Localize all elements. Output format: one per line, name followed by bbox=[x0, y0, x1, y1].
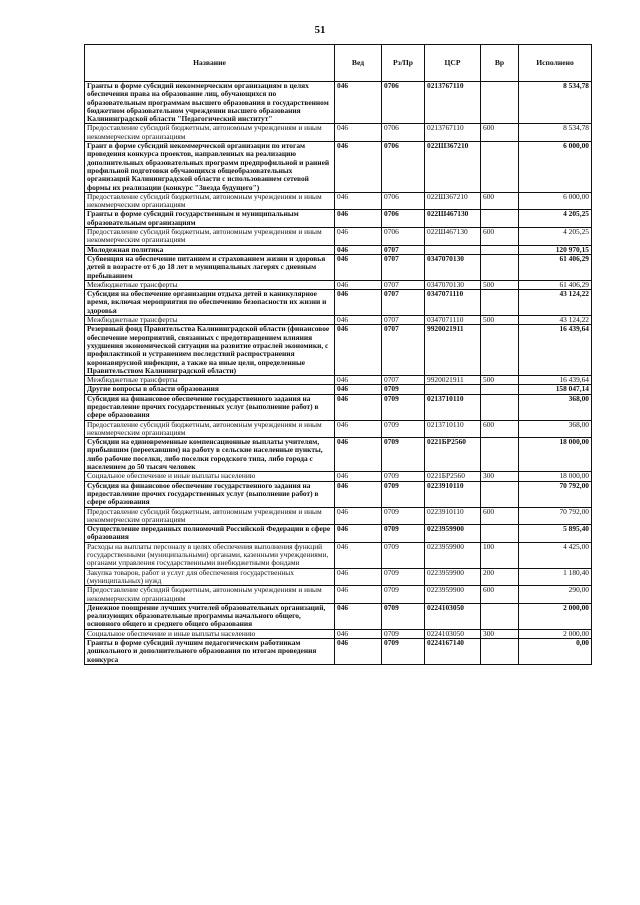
row-vr-cell: 500 bbox=[481, 280, 519, 289]
row-name-cell: Молодежная политика bbox=[85, 245, 335, 254]
row-rz-cell: 0707 bbox=[382, 316, 425, 325]
row-amount-cell: 70 792,00 bbox=[519, 507, 592, 525]
row-vr-cell: 500 bbox=[481, 376, 519, 385]
row-amount-cell: 4 205,25 bbox=[519, 228, 592, 246]
row-ved-cell: 046 bbox=[335, 568, 382, 586]
row-csr-cell: 9920021911 bbox=[425, 325, 481, 376]
row-vr-cell: 600 bbox=[481, 228, 519, 246]
row-rz-cell: 0709 bbox=[382, 586, 425, 604]
header-amount: Исполнено bbox=[519, 45, 592, 82]
table-row bbox=[85, 280, 592, 289]
row-name-cell: Субсидии на единовременные компенсационные выплаты учителям, прибывшим (переехавшим) на работу в сельские населенные пункты, либо рабочие поселки, либо поселки городского типа, либо города с населением до 50 тысяч человек bbox=[85, 438, 335, 472]
row-name-cell: Предоставление субсидий бюджетным, автономным учреждениям и иным некоммерческим организациям bbox=[85, 124, 335, 142]
row-ved-cell: 046 bbox=[335, 603, 382, 629]
row-amount-cell: 43 124,22 bbox=[519, 290, 592, 316]
row-amount-cell: 6 000,00 bbox=[519, 192, 592, 210]
row-ved-cell: 046 bbox=[335, 228, 382, 246]
row-vr-cell: 600 bbox=[481, 507, 519, 525]
row-amount-cell: 4 425,00 bbox=[519, 542, 592, 568]
row-csr-cell bbox=[425, 385, 481, 394]
row-name-cell: Социальное обеспечение и иные выплаты населению bbox=[85, 629, 335, 638]
row-vr-cell: 300 bbox=[481, 472, 519, 481]
row-name-cell: Субсидия на обеспечение организации отдыха детей в каникулярное время, включая мероприятия по обеспечению безопасности их жизни и здоровья bbox=[85, 290, 335, 316]
row-rz-cell: 0709 bbox=[382, 568, 425, 586]
row-name-cell: Предоставление субсидий бюджетным, автономным учреждениям и иным некоммерческим организациям bbox=[85, 228, 335, 246]
budget-execution-table bbox=[84, 44, 592, 665]
table-row bbox=[85, 586, 592, 604]
row-ved-cell: 046 bbox=[335, 639, 382, 665]
row-vr-cell bbox=[481, 82, 519, 124]
row-ved-cell: 046 bbox=[335, 629, 382, 638]
table-row bbox=[85, 438, 592, 472]
row-rz-cell: 0707 bbox=[382, 280, 425, 289]
row-amount-cell: 368,00 bbox=[519, 394, 592, 420]
row-csr-cell: 0213710110 bbox=[425, 394, 481, 420]
row-ved-cell: 046 bbox=[335, 420, 382, 438]
row-vr-cell: 600 bbox=[481, 586, 519, 604]
row-name-cell: Гранты в форме субсидий государственным и муниципальным образовательным организациям bbox=[85, 210, 335, 228]
row-rz-cell: 0709 bbox=[382, 420, 425, 438]
row-csr-cell: 0221БР2560 bbox=[425, 472, 481, 481]
table-row bbox=[85, 472, 592, 481]
row-name-cell: Межбюджетные трансферты bbox=[85, 280, 335, 289]
row-ved-cell: 046 bbox=[335, 142, 382, 193]
row-amount-cell: 2 000,00 bbox=[519, 629, 592, 638]
row-rz-cell: 0706 bbox=[382, 228, 425, 246]
table-row bbox=[85, 394, 592, 420]
row-amount-cell: 61 406,29 bbox=[519, 280, 592, 289]
row-amount-cell: 2 000,00 bbox=[519, 603, 592, 629]
row-vr-cell bbox=[481, 525, 519, 543]
table-row bbox=[85, 254, 592, 280]
row-name-cell: Субвенция на обеспечение питанием и страхованием жизни и здоровья детей в возрасте от 6 до 18 лет в муниципальных лагерях с дневным пребыванием bbox=[85, 254, 335, 280]
row-rz-cell: 0709 bbox=[382, 629, 425, 638]
row-amount-cell: 4 205,25 bbox=[519, 210, 592, 228]
row-csr-cell bbox=[425, 245, 481, 254]
table-row bbox=[85, 542, 592, 568]
row-csr-cell: 0224167140 bbox=[425, 639, 481, 665]
row-name-cell: Предоставление субсидий бюджетным, автономным учреждениям и иным некоммерческим организациям bbox=[85, 192, 335, 210]
table-row bbox=[85, 507, 592, 525]
row-vr-cell: 600 bbox=[481, 192, 519, 210]
row-amount-cell: 70 792,00 bbox=[519, 481, 592, 507]
row-csr-cell: 0224103050 bbox=[425, 629, 481, 638]
row-ved-cell: 046 bbox=[335, 586, 382, 604]
row-amount-cell: 16 439,64 bbox=[519, 325, 592, 376]
row-rz-cell: 0706 bbox=[382, 124, 425, 142]
table-row bbox=[85, 210, 592, 228]
row-amount-cell: 8 534,78 bbox=[519, 82, 592, 124]
table-row bbox=[85, 316, 592, 325]
row-amount-cell: 290,00 bbox=[519, 586, 592, 604]
header-ved: Вед bbox=[335, 45, 382, 82]
row-name-cell: Грант в форме субсидий некоммерческой организации по итогам проведения конкурса проектов, направленных на реализацию дополнительных образовательных программ предпрофильной и ранней профильной подготовки обучающихся общеобразовательных организаций Калининградской области с использованием сетевой формы их реализации (конкурс "Звезда будущего") bbox=[85, 142, 335, 193]
row-rz-cell: 0709 bbox=[382, 603, 425, 629]
header-name: Название bbox=[85, 45, 335, 82]
row-rz-cell: 0707 bbox=[382, 325, 425, 376]
row-csr-cell: 022Ш467130 bbox=[425, 210, 481, 228]
row-rz-cell: 0709 bbox=[382, 507, 425, 525]
row-ved-cell: 046 bbox=[335, 507, 382, 525]
row-ved-cell: 046 bbox=[335, 394, 382, 420]
table-row bbox=[85, 568, 592, 586]
row-name-cell: Резервный фонд Правительства Калининградской области (финансовое обеспечение мероприятий, связанных с предотвращением влияния ухудшения экономической ситуации на развитие отраслей экономики, с профилактикой и устранением последствий распространения коронавирусной инфекции, а также на иные цели, определенные Правительством Калининградской области) bbox=[85, 325, 335, 376]
table-row bbox=[85, 124, 592, 142]
table-row bbox=[85, 142, 592, 193]
row-ved-cell: 046 bbox=[335, 280, 382, 289]
row-name-cell: Межбюджетные трансферты bbox=[85, 376, 335, 385]
row-ved-cell: 046 bbox=[335, 82, 382, 124]
row-rz-cell: 0706 bbox=[382, 192, 425, 210]
row-name-cell: Осуществление переданных полномочий Российской Федерации в сфере образования bbox=[85, 525, 335, 543]
row-name-cell: Расходы на выплаты персоналу в целях обеспечения выполнения функций государственными (муниципальными) органами, казенными учреждениями, органами управления государственными внебюджетными фондами bbox=[85, 542, 335, 568]
row-rz-cell: 0709 bbox=[382, 472, 425, 481]
row-amount-cell: 18 000,00 bbox=[519, 438, 592, 472]
row-vr-cell bbox=[481, 210, 519, 228]
row-name-cell: Предоставление субсидий бюджетным, автономным учреждениям и иным некоммерческим организациям bbox=[85, 507, 335, 525]
row-name-cell: Денежное поощрение лучших учителей образовательных организаций, реализующих образовательные программы начального общего, основного общего и среднего общего образования bbox=[85, 603, 335, 629]
row-rz-cell: 0709 bbox=[382, 525, 425, 543]
row-name-cell: Другие вопросы в области образования bbox=[85, 385, 335, 394]
row-csr-cell: 0347070130 bbox=[425, 254, 481, 280]
row-ved-cell: 046 bbox=[335, 385, 382, 394]
row-csr-cell: 0223959900 bbox=[425, 525, 481, 543]
row-ved-cell: 046 bbox=[335, 316, 382, 325]
row-ved-cell: 046 bbox=[335, 254, 382, 280]
row-rz-cell: 0707 bbox=[382, 290, 425, 316]
row-csr-cell: 0213710110 bbox=[425, 420, 481, 438]
row-vr-cell: 300 bbox=[481, 629, 519, 638]
row-vr-cell: 600 bbox=[481, 124, 519, 142]
table-row bbox=[85, 82, 592, 124]
row-name-cell: Социальное обеспечение и иные выплаты населению bbox=[85, 472, 335, 481]
row-csr-cell: 0223910110 bbox=[425, 481, 481, 507]
row-vr-cell: 200 bbox=[481, 568, 519, 586]
row-name-cell: Межбюджетные трансферты bbox=[85, 316, 335, 325]
row-vr-cell bbox=[481, 254, 519, 280]
row-ved-cell: 046 bbox=[335, 325, 382, 376]
row-rz-cell: 0709 bbox=[382, 438, 425, 472]
row-csr-cell: 0347070130 bbox=[425, 280, 481, 289]
row-amount-cell: 18 000,00 bbox=[519, 472, 592, 481]
row-csr-cell: 0223959900 bbox=[425, 586, 481, 604]
row-ved-cell: 046 bbox=[335, 481, 382, 507]
row-rz-cell: 0706 bbox=[382, 142, 425, 193]
row-csr-cell: 9920021911 bbox=[425, 376, 481, 385]
row-vr-cell: 100 bbox=[481, 542, 519, 568]
row-vr-cell bbox=[481, 639, 519, 665]
row-vr-cell bbox=[481, 481, 519, 507]
row-ved-cell: 046 bbox=[335, 376, 382, 385]
table-row bbox=[85, 385, 592, 394]
row-rz-cell: 0709 bbox=[382, 394, 425, 420]
row-csr-cell: 022Ш467130 bbox=[425, 228, 481, 246]
row-ved-cell: 046 bbox=[335, 192, 382, 210]
table-row bbox=[85, 603, 592, 629]
row-name-cell: Предоставление субсидий бюджетным, автономным учреждениям и иным некоммерческим организациям bbox=[85, 586, 335, 604]
table-header-row bbox=[85, 45, 592, 82]
row-rz-cell: 0706 bbox=[382, 82, 425, 124]
row-amount-cell: 158 047,14 bbox=[519, 385, 592, 394]
header-rz: Рз/Пр bbox=[382, 45, 425, 82]
row-csr-cell: 0223959900 bbox=[425, 542, 481, 568]
row-ved-cell: 046 bbox=[335, 438, 382, 472]
row-vr-cell bbox=[481, 394, 519, 420]
row-name-cell: Закупка товаров, работ и услуг для обеспечения государственных (муниципальных) нужд bbox=[85, 568, 335, 586]
table-row bbox=[85, 639, 592, 665]
table-row bbox=[85, 228, 592, 246]
table-row bbox=[85, 629, 592, 638]
row-ved-cell: 046 bbox=[335, 210, 382, 228]
row-csr-cell: 0347071110 bbox=[425, 290, 481, 316]
row-amount-cell: 368,00 bbox=[519, 420, 592, 438]
row-csr-cell: 0223959900 bbox=[425, 568, 481, 586]
row-ved-cell: 046 bbox=[335, 542, 382, 568]
table-row bbox=[85, 420, 592, 438]
row-ved-cell: 046 bbox=[335, 124, 382, 142]
table-row bbox=[85, 481, 592, 507]
row-vr-cell bbox=[481, 290, 519, 316]
row-vr-cell bbox=[481, 385, 519, 394]
row-ved-cell: 046 bbox=[335, 245, 382, 254]
row-amount-cell: 61 406,29 bbox=[519, 254, 592, 280]
row-amount-cell: 8 534,78 bbox=[519, 124, 592, 142]
table-row bbox=[85, 325, 592, 376]
row-vr-cell bbox=[481, 325, 519, 376]
page-number: 51 bbox=[314, 24, 326, 36]
row-csr-cell: 0221БР2560 bbox=[425, 438, 481, 472]
row-vr-cell: 600 bbox=[481, 420, 519, 438]
row-csr-cell: 022Ш367210 bbox=[425, 142, 481, 193]
row-csr-cell: 0347071110 bbox=[425, 316, 481, 325]
table-row bbox=[85, 376, 592, 385]
row-csr-cell: 0223910110 bbox=[425, 507, 481, 525]
row-csr-cell: 0213767110 bbox=[425, 82, 481, 124]
table-row bbox=[85, 290, 592, 316]
row-rz-cell: 0709 bbox=[382, 385, 425, 394]
row-ved-cell: 046 bbox=[335, 472, 382, 481]
row-amount-cell: 6 000,00 bbox=[519, 142, 592, 193]
row-ved-cell: 046 bbox=[335, 525, 382, 543]
row-name-cell: Гранты в форме субсидий некоммерческим организациям в целях обеспечения права на образование лиц, обучающихся по образовательным программам высшего образования в государственном бюджетном образовательном учреждении высшего образования Калининградской области "Педагогический институт" bbox=[85, 82, 335, 124]
row-rz-cell: 0709 bbox=[382, 639, 425, 665]
row-vr-cell bbox=[481, 245, 519, 254]
row-csr-cell: 0213767110 bbox=[425, 124, 481, 142]
row-name-cell: Субсидия на финансовое обеспечение государственного задания на предоставление прочих государственных услуг (выполнение работ) в сфере образования bbox=[85, 481, 335, 507]
row-vr-cell: 500 bbox=[481, 316, 519, 325]
row-amount-cell: 16 439,64 bbox=[519, 376, 592, 385]
row-vr-cell bbox=[481, 438, 519, 472]
table-row bbox=[85, 525, 592, 543]
row-rz-cell: 0709 bbox=[382, 542, 425, 568]
row-vr-cell bbox=[481, 603, 519, 629]
row-amount-cell: 120 970,15 bbox=[519, 245, 592, 254]
header-vr: Вр bbox=[481, 45, 519, 82]
row-amount-cell: 43 124,22 bbox=[519, 316, 592, 325]
row-name-cell: Субсидия на финансовое обеспечение государственного задания на предоставление прочих государственных услуг (выполнение работ) в сфере образования bbox=[85, 394, 335, 420]
row-rz-cell: 0707 bbox=[382, 245, 425, 254]
header-csr: ЦСР bbox=[425, 45, 481, 82]
row-ved-cell: 046 bbox=[335, 290, 382, 316]
row-name-cell: Гранты в форме субсидий лучшим педагогическим работникам дошкольного и дополнительного образования по итогам проведения конкурса bbox=[85, 639, 335, 665]
row-amount-cell: 0,00 bbox=[519, 639, 592, 665]
table-row bbox=[85, 245, 592, 254]
row-csr-cell: 022Ш367210 bbox=[425, 192, 481, 210]
row-rz-cell: 0707 bbox=[382, 254, 425, 280]
row-amount-cell: 5 895,40 bbox=[519, 525, 592, 543]
row-amount-cell: 1 180,40 bbox=[519, 568, 592, 586]
table-row bbox=[85, 192, 592, 210]
row-rz-cell: 0706 bbox=[382, 210, 425, 228]
row-vr-cell bbox=[481, 142, 519, 193]
row-name-cell: Предоставление субсидий бюджетным, автономным учреждениям и иным некоммерческим организациям bbox=[85, 420, 335, 438]
row-rz-cell: 0709 bbox=[382, 481, 425, 507]
row-rz-cell: 0707 bbox=[382, 376, 425, 385]
row-csr-cell: 0224103050 bbox=[425, 603, 481, 629]
